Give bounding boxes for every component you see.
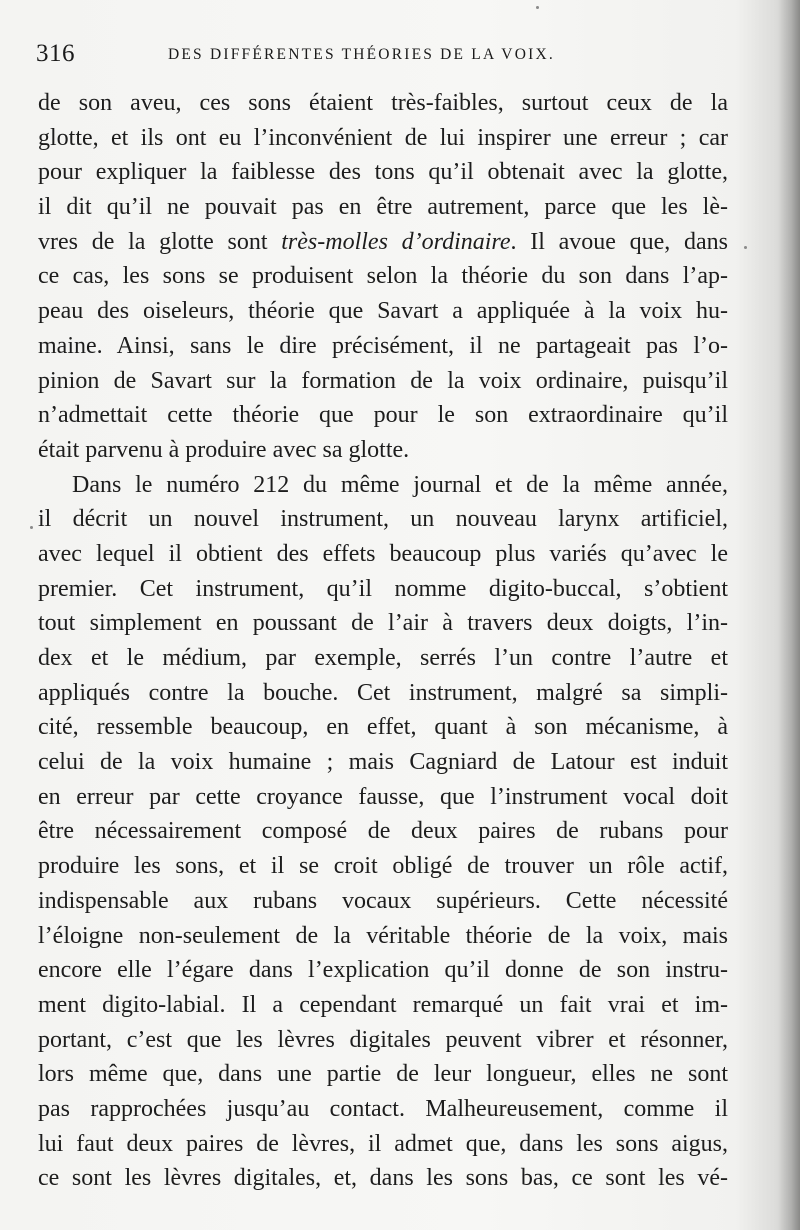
- text-line: encore elle l’égare dans l’explication qu’il donne de son instru-: [38, 957, 728, 984]
- text-line: en erreur par cette croyance fausse, que l’instrument vocal doit: [38, 783, 728, 810]
- text-line: n’admettait cette théorie que pour le son extraordinaire qu’il: [38, 402, 728, 429]
- text-line: avec lequel il obtient des effets beaucoup plus variés qu’avec le: [38, 540, 728, 567]
- running-head: DES DIFFÉRENTES THÉORIES DE LA VOIX.: [168, 46, 555, 63]
- text-line: cité, ressemble beaucoup, en effet, quant à son mécanisme, à: [38, 714, 728, 741]
- text-line: pour expliquer la faiblesse des tons qu’il obtenait avec la glotte,: [38, 159, 728, 186]
- text-line: produire les sons, et il se croit obligé de trouver un rôle actif,: [38, 853, 728, 880]
- text-line: indispensable aux rubans vocaux supérieurs. Cette nécessité: [38, 887, 728, 914]
- italic-phrase: très-molles d’ordinaire: [281, 228, 511, 255]
- text-line: premier. Cet instrument, qu’il nomme digito-buccal, s’obtient: [38, 575, 728, 602]
- text-segment: . Il avoue que, dans: [510, 228, 729, 255]
- text-line: peau des oiseleurs, théorie que Savart a appliquée à la voix hu-: [38, 298, 728, 325]
- text-segment: vres de la glotte sont: [38, 228, 282, 255]
- text-line: Dans le numéro 212 du même journal et de la même année,: [72, 471, 728, 498]
- text-line: tout simplement en poussant de l’air à travers deux doigts, l’in-: [38, 610, 728, 637]
- text-line: glotte, et ils ont eu l’inconvénient de lui inspirer une erreur ; car: [38, 124, 728, 151]
- text-line: l’éloigne non-seulement de la véritable théorie de la voix, mais: [38, 922, 728, 949]
- page-edge-shadow: [778, 0, 800, 1230]
- text-line: il dit qu’il ne pouvait pas en être autrement, parce que les lè-: [38, 194, 728, 221]
- text-line: était parvenu à produire avec sa glotte.: [38, 436, 410, 463]
- text-line: pas rapprochées jusqu’au contact. Malheureusement, comme il: [38, 1095, 728, 1122]
- text-line: de son aveu, ces sons étaient très-faibles, surtout ceux de la: [38, 90, 728, 116]
- text-line: être nécessairement composé de deux paires de rubans pour: [38, 818, 728, 845]
- text-line: ment digito-labial. Il a cependant remarqué un fait vrai et im-: [38, 991, 728, 1018]
- text-line: lors même que, dans une partie de leur longueur, elles ne sont: [38, 1061, 728, 1088]
- text-line: pinion de Savart sur la formation de la voix ordinaire, puisqu’il: [38, 367, 728, 394]
- text-line: appliqués contre la bouche. Cet instrument, malgré sa simpli-: [38, 679, 728, 706]
- text-line: portant, c’est que les lèvres digitales peuvent vibrer et résonner,: [38, 1026, 728, 1053]
- text-line: ce cas, les sons se produisent selon la théorie du son dans l’ap-: [38, 263, 728, 290]
- page-number: 316: [36, 40, 75, 67]
- text-line: celui de la voix humaine ; mais Cagniard de Latour est induit: [38, 749, 728, 776]
- text-line: il décrit un nouvel instrument, un nouveau larynx artificiel,: [38, 506, 728, 533]
- page-header: [36, 40, 740, 74]
- text-line: ce sont les lèvres digitales, et, dans les sons bas, ce sont les vé-: [38, 1165, 728, 1192]
- text-line: dex et le médium, par exemple, serrés l’un contre l’autre et: [38, 645, 728, 671]
- text-line: [38, 225, 728, 260]
- text-line: lui faut deux paires de lèvres, il admet que, dans les sons aigus,: [38, 1130, 728, 1157]
- text-line: maine. Ainsi, sans le dire précisément, il ne partageait pas l’o-: [38, 332, 728, 359]
- print-speck: [536, 6, 539, 9]
- print-speck: [30, 526, 33, 529]
- body-text: [38, 86, 728, 1196]
- print-speck: [744, 246, 747, 249]
